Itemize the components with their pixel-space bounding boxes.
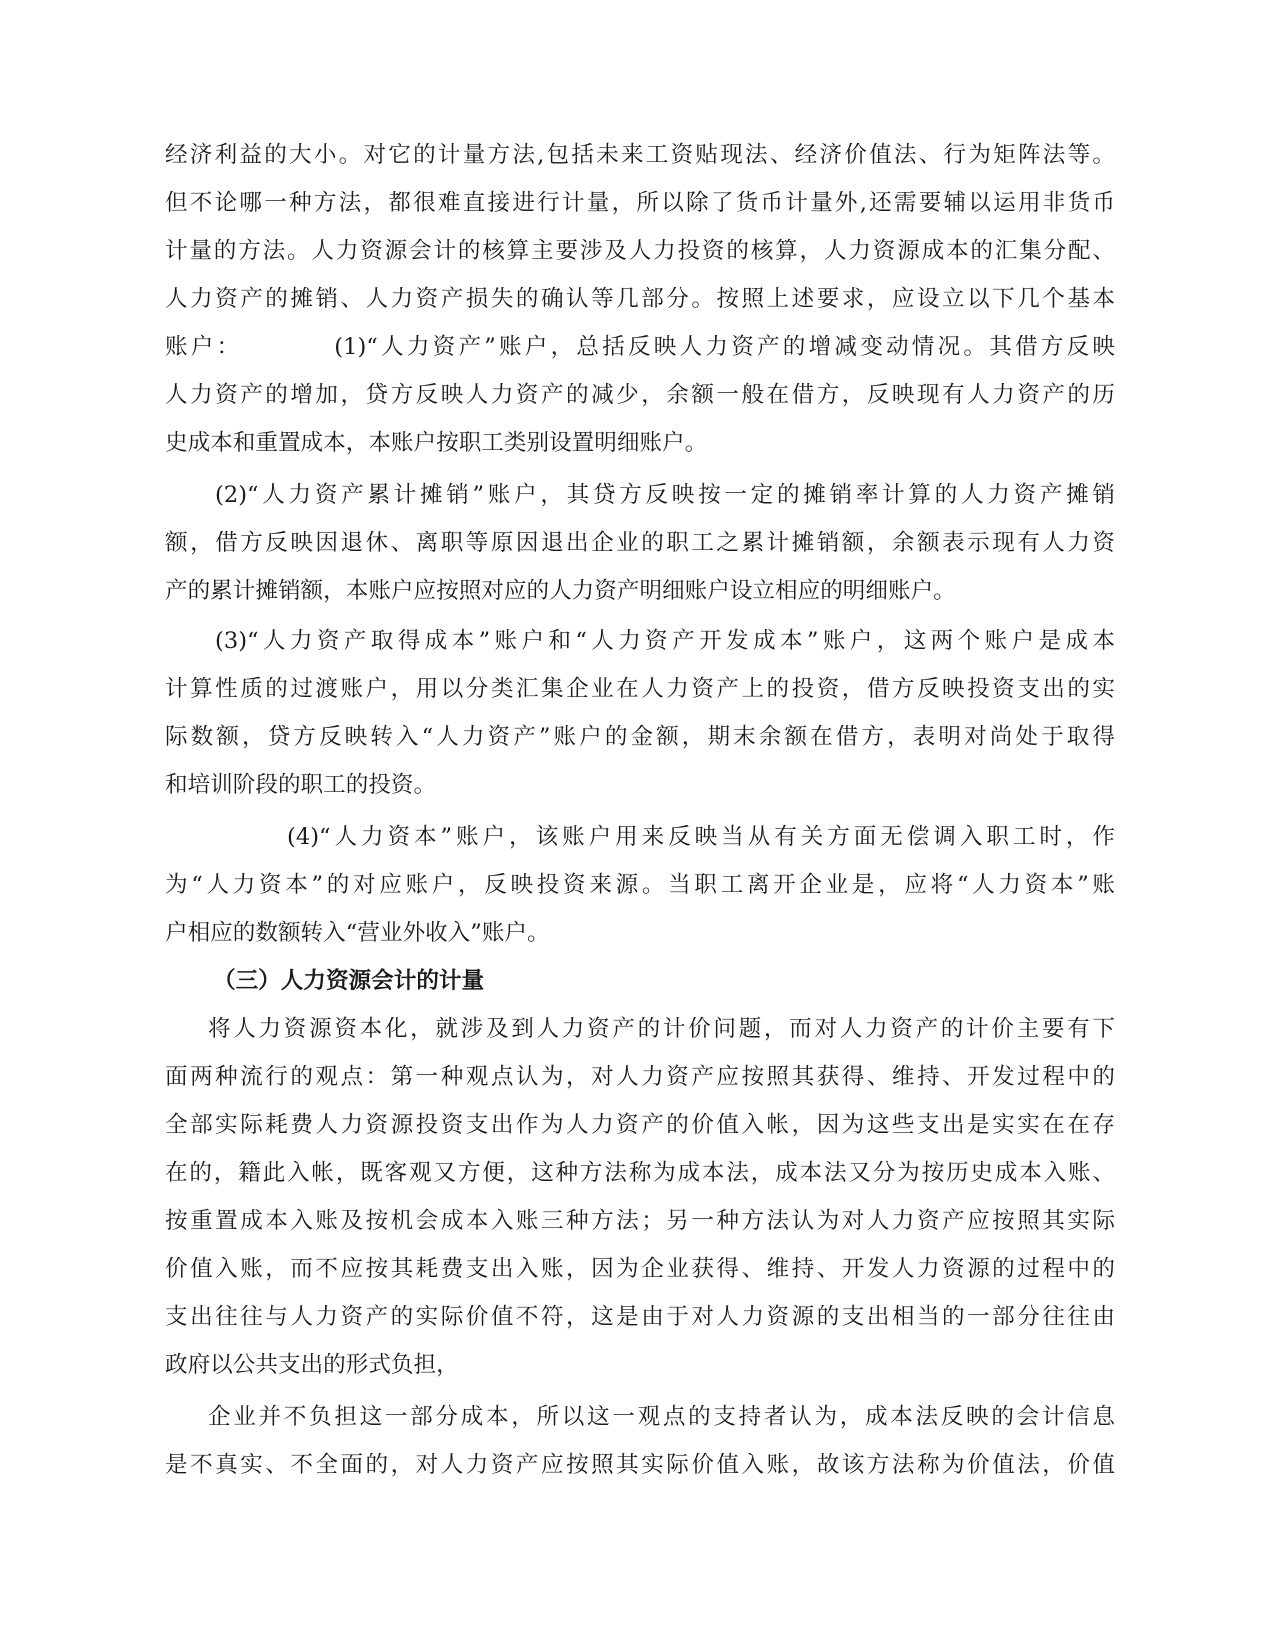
text-line: 全部实际耗费人力资源投资支出作为人力资产的价值入帐，因为这些支出是实实在在存	[165, 1112, 1115, 1138]
text-line: 计算性质的过渡账户，用以分类汇集企业在人力资产上的投资，借方反映投资支出的实	[165, 676, 1115, 702]
text-line: 面两种流行的观点：第一种观点认为，对人力资产应按照其获得、维持、开发过程中的	[165, 1064, 1115, 1090]
text-line: 际数额，贷方反映转入“人力资产”账户的金额，期末余额在借方，表明对尚处于取得	[165, 724, 1115, 750]
text-line: 计量的方法。人力资源会计的核算主要涉及人力投资的核算，人力资源成本的汇集分配、	[165, 238, 1115, 264]
text-line: 账户： (1)“人力资产”账户，总括反映人力资产的增减变动情况。其借方反映	[165, 334, 1115, 360]
text-line: (3)“人力资产取得成本”账户和“人力资产开发成本”账户，这两个账户是成本	[215, 628, 1115, 654]
text-line: 户相应的数额转入“营业外收入”账户。	[165, 920, 550, 946]
text-line: 经济利益的大小。对它的计量方法,包括未来工资贴现法、经济价值法、行为矩阵法等。	[165, 142, 1115, 168]
text-line: 价值入账，而不应按其耗费支出入账，因为企业获得、维持、开发人力资源的过程中的	[165, 1256, 1115, 1282]
text-line: 但不论哪一种方法，都很难直接进行计量，所以除了货币计量外,还需要辅以运用非货币	[165, 190, 1115, 216]
text-line: 支出往往与人力资产的实际价值不符，这是由于对人力资源的支出相当的一部分往往由	[165, 1304, 1115, 1330]
text-line: 和培训阶段的职工的投资。	[165, 772, 437, 798]
text-line: 为“人力资本”的对应账户，反映投资来源。当职工离开企业是，应将“人力资本”账	[165, 872, 1115, 898]
text-line: 按重置成本入账及按机会成本入账三种方法；另一种方法认为对人力资产应按照其实际	[165, 1208, 1115, 1234]
text-line: 额，借方反映因退休、离职等原因退出企业的职工之累计摊销额，余额表示现有人力资	[165, 530, 1115, 556]
text-line: 产的累计摊销额，本账户应按照对应的人力资产明细账户设立相应的明细账户。	[165, 578, 956, 604]
text-line: 在的，籍此入帐，既客观又方便，这种方法称为成本法，成本法又分为按历史成本入账、	[165, 1160, 1115, 1186]
text-line: 是不真实、不全面的，对人力资产应按照其实际价值入账，故该方法称为价值法，价值	[165, 1452, 1115, 1478]
section-heading: （三）人力资源会计的计量	[213, 968, 485, 994]
text-line: 人力资产的增加，贷方反映人力资产的减少，余额一般在借方，反映现有人力资产的历	[165, 382, 1115, 408]
text-line: 将人力资源资本化，就涉及到人力资产的计价问题，而对人力资产的计价主要有下	[208, 1016, 1115, 1042]
text-line: 史成本和重置成本，本账户按职工类别设置明细账户。	[165, 430, 708, 456]
text-line: 政府以公共支出的形式负担，	[165, 1352, 459, 1378]
text-line: 企业并不负担这一部分成本，所以这一观点的支持者认为，成本法反映的会计信息	[208, 1404, 1115, 1430]
text-line: (2)“人力资产累计摊销”账户，其贷方反映按一定的摊销率计算的人力资产摊销	[215, 482, 1115, 508]
text-line: 人力资产的摊销、人力资产损失的确认等几部分。按照上述要求，应设立以下几个基本	[165, 286, 1115, 312]
text-line: (4)“人力资本”账户，该账户用来反映当从有关方面无偿调入职工时，作	[287, 824, 1115, 850]
document-body	[165, 131, 1115, 1489]
